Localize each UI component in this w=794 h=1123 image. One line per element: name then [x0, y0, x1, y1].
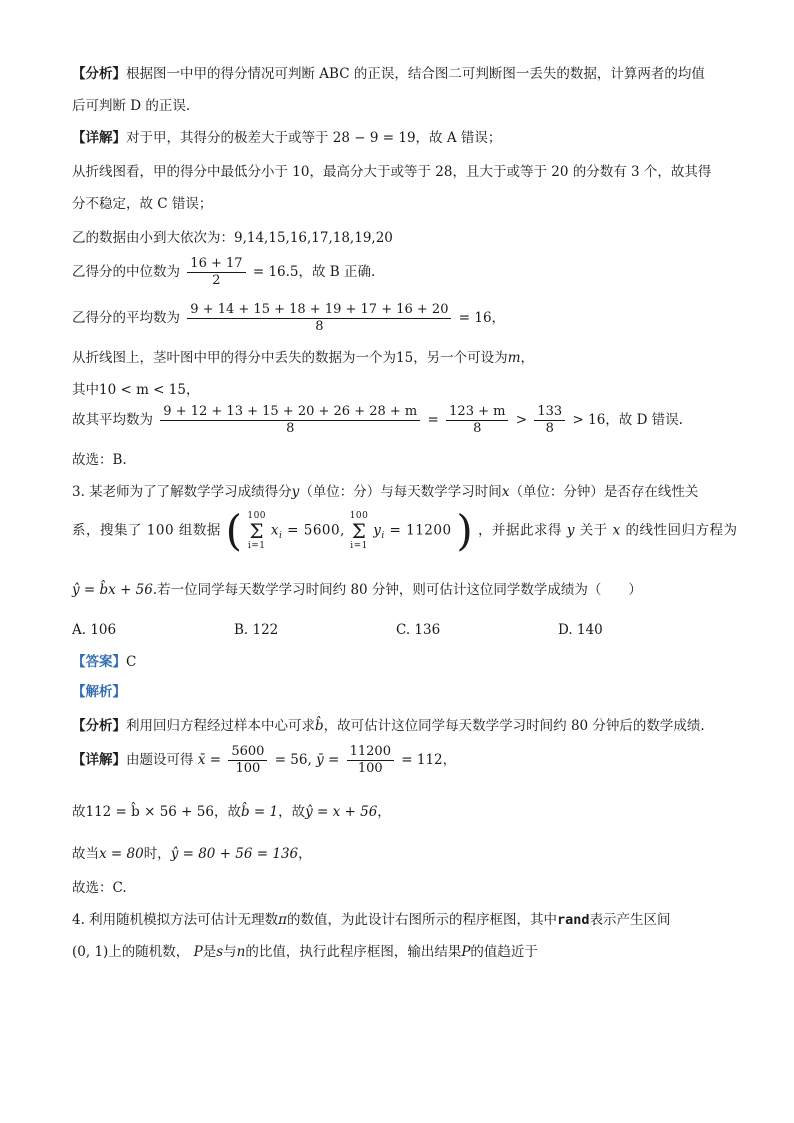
xbar-fraction: $\frac{5600}{100}$ — [228, 744, 267, 777]
avg-line: 故其平均数为 $\frac{9 + 12 + 13 + 15 + 20 + 26 + 28 + m}{8}$ = $\frac{123 + m}{8}$ > $\frac{133}{8}$ > 16，故 D 错误. — [72, 404, 683, 436]
q3-analysis-line: 【分析】利用回归方程经过样本中心可求b̂，故可估计这位同学每天数学学习时间约 80 分钟后的数学成绩. — [72, 718, 705, 734]
q3-detail-line-3: 故当x = 80时，ŷ = 80 + 56 = 136， — [72, 846, 312, 862]
choice-line-c: 故选：C. — [72, 880, 127, 896]
q4-line-1: 4. 利用随机模拟方法可估计无理数π的数值，为此设计右图所示的程序框图，其中rand表示产生区间 — [72, 912, 671, 928]
analysis-line-2: 后可判断 D 的正误. — [72, 98, 191, 114]
mean-line: 乙得分的平均数为 $\frac{9 + 14 + 15 + 18 + 19 + 17 + 16 + 20}{8}$ = 16， — [72, 302, 506, 334]
choice-line-b: 故选：B. — [72, 452, 127, 468]
answer-line: 【答案】C — [72, 654, 137, 670]
q3-line-3: ŷ = b̂x + 56.若一位同学每天数学学习时间约 80 分钟，则可估计这位同学数学成绩为（ ） — [72, 582, 642, 598]
analysis-line-1: 【分析】根据图一中甲的得分情况可判断 ABC 的正误，结合图二可判断图一丢失的数据，计算两者的均值 — [72, 66, 705, 82]
mean-fraction: $\frac{9 + 14 + 15 + 18 + 19 + 17 + 16 + 20}{8}$ — [187, 302, 451, 335]
option-d: D. 140 — [558, 622, 603, 638]
detail-line-3: 分不稳定，故 C 错误； — [72, 196, 213, 212]
detail-line-6: 其中10 < m < 15， — [72, 382, 200, 398]
median-line: 乙得分的中位数为 $\frac{16 + 17}{2}$ = 16.5，故 B 正确. — [72, 256, 376, 288]
detail-line-4: 乙的数据由小到大依次为：9,14,15,16,17,18,19,20 — [72, 230, 393, 246]
option-b: B. 122 — [234, 622, 279, 638]
detail-line-1: 【详解】对于甲，其得分的极差大于或等于 28 − 9 = 19，故 A 错误； — [72, 130, 502, 146]
avg-fraction-1: $\frac{9 + 12 + 13 + 15 + 20 + 26 + 28 + m}{8}$ — [160, 404, 420, 437]
sum-symbol-x: 100 Σ i=1 — [247, 511, 267, 551]
median-fraction: $\frac{16 + 17}{2}$ — [187, 256, 245, 289]
q3-line-2: 系，搜集了 100 组数据 ( 100 Σ i=1 $x_i = 5600$, 100 Σ i=1 $y_i = 11200$ ) ，并据此求得 y 关于 x 的线性回归方程为 — [72, 506, 738, 555]
q3-detail-line-2: 故112 = b̂ × 56 + 56，故b̂ = 1，故ŷ = x + 56， — [72, 804, 391, 820]
q3-detail-line-1: 【详解】由题设可得 x̄ = $\frac{5600}{100}$ = 56, ȳ = $\frac{11200}{100}$ = 112， — [72, 744, 457, 776]
ybar-fraction: $\frac{11200}{100}$ — [347, 744, 394, 777]
avg-fraction-2: $\frac{123 + m}{8}$ — [446, 404, 508, 437]
detail-line-5: 从折线图上，茎叶图中甲的得分中丢失的数据为一个为15，另一个可设为m， — [72, 350, 534, 366]
option-c: C. 136 — [396, 622, 441, 638]
avg-fraction-3: $\frac{133}{8}$ — [534, 404, 565, 437]
q3-line-1: 3. 某老师为了了解数学学习成绩得分y（单位：分）与每天数学学习时间x（单位：分钟）是否存在线性关 — [72, 484, 699, 500]
q4-line-2: (0, 1)上的随机数， P是s与n的比值，执行此程序框图，输出结果P的值趋近于 — [72, 944, 538, 960]
detail-line-2: 从折线图看，甲的得分中最低分小于 10，最高分大于或等于 28，且大于或等于 20 的分数有 3 个，故其得 — [72, 164, 712, 180]
jiexi-line: 【解析】 — [72, 684, 126, 700]
sum-symbol-y: 100 Σ i=1 — [349, 511, 369, 551]
option-a: A. 106 — [72, 622, 117, 638]
